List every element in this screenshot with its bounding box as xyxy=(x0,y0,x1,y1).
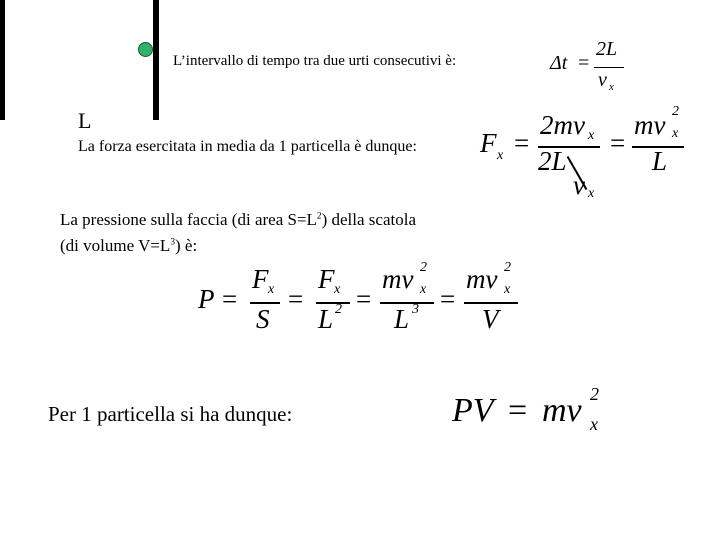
equation-pressure xyxy=(196,262,526,344)
eq3-equals-1: = xyxy=(222,284,238,314)
right-wall xyxy=(153,0,159,120)
eq3-f4-num: mv xyxy=(466,264,498,294)
box-length-label: L xyxy=(78,108,92,133)
volume-text-exp: 3 xyxy=(170,237,175,248)
eq4-equals: = xyxy=(508,392,528,429)
eq3-f3-num-sup: 2 xyxy=(420,260,427,275)
eq3-f2-num-sub: x xyxy=(334,282,341,297)
eq3-f3-den: L xyxy=(394,304,410,334)
eq2-den1-b: v xyxy=(573,170,585,200)
eq1-den-sub: x xyxy=(609,81,614,93)
eq3-f4-den: V xyxy=(482,304,499,334)
eq3-equals-4: = xyxy=(440,284,456,314)
eq3-f3-num: mv xyxy=(382,264,414,294)
eq3-f1-num-sub: x xyxy=(268,282,275,297)
force-text: La forza esercitata in media da 1 particella è dunque: xyxy=(78,138,417,155)
eq3-f2-den: L xyxy=(318,304,334,334)
eq4-lhs: PV xyxy=(452,392,494,429)
volume-text-b: ) è: xyxy=(175,236,198,255)
eq4-rhs: mv xyxy=(542,392,582,429)
eq1-equals: = xyxy=(578,52,590,74)
eq3-f4-num-sup: 2 xyxy=(504,260,511,275)
volume-text-a: (di volume V=L xyxy=(60,236,171,255)
left-wall xyxy=(0,0,5,120)
eq3-f3-num-sub: x xyxy=(420,282,427,297)
interval-text: L’intervallo di tempo tra due urti consecutivi è: xyxy=(173,53,457,69)
eq2-den1-b-sub: x xyxy=(588,186,595,201)
eq3-f3-den-sup: 3 xyxy=(412,302,419,317)
eq4-rhs-sup: 2 xyxy=(590,384,599,404)
eq3-f2-num: F xyxy=(318,264,335,294)
pressure-text-a: La pressione sulla faccia (di area S=L xyxy=(60,210,317,229)
equation-delta-t xyxy=(546,36,636,96)
eq4-rhs-sub: x xyxy=(590,414,598,434)
pressure-text-line-2 xyxy=(60,236,197,256)
per-particle-text: Per 1 particella si ha dunque: xyxy=(48,402,293,426)
eq2-den1: 2L xyxy=(538,146,567,176)
eq2-num2-sub: x xyxy=(672,126,679,141)
eq2-equals-2: = xyxy=(610,128,626,158)
eq1-fraction-bar xyxy=(594,67,624,68)
pressure-text-exp: 2 xyxy=(316,211,322,222)
eq3-f2-den-sup: 2 xyxy=(335,302,342,317)
eq3-equals-3: = xyxy=(356,284,372,314)
eq1-den-v: v xyxy=(598,69,607,91)
eq3-f4-num-sub: x xyxy=(504,282,511,297)
eq2-num1: 2mv xyxy=(540,110,585,140)
eq2-lhs: F xyxy=(480,128,497,158)
eq3-f1-den: S xyxy=(256,304,270,334)
eq2-equals-1: = xyxy=(514,128,530,158)
equation-pv xyxy=(450,384,620,438)
pressure-text-line-1 xyxy=(60,210,416,230)
particle-dot xyxy=(138,42,153,57)
eq2-num1-sub: x xyxy=(588,128,595,143)
eq2-num2: mv xyxy=(634,110,666,140)
pressure-text-b: ) della scatola xyxy=(321,210,416,229)
equation-force xyxy=(478,104,688,204)
eq3-P: P xyxy=(198,284,215,314)
eq2-lhs-sub: x xyxy=(497,148,504,163)
eq2-den2: L xyxy=(652,146,668,176)
eq3-f1-num: F xyxy=(252,264,269,294)
eq1-lhs: Δt xyxy=(550,52,568,74)
eq3-equals-2: = xyxy=(288,284,304,314)
eq2-num2-sup: 2 xyxy=(672,104,679,119)
eq1-num: 2L xyxy=(596,38,618,60)
